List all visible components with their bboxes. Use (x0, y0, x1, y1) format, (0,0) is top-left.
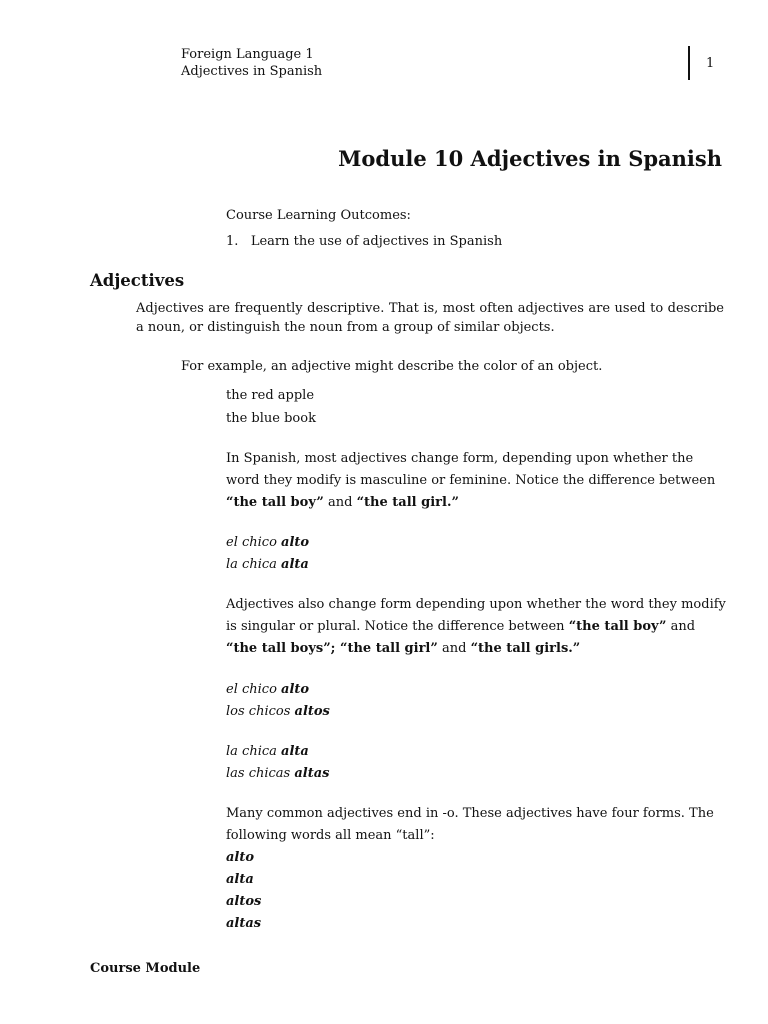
outcome-item-number: 1. (226, 234, 239, 249)
adjective: alto (281, 682, 310, 697)
number-paragraph (226, 594, 726, 660)
outcome-item (226, 234, 502, 249)
noun: el chico (226, 535, 282, 550)
adjective: altas (294, 766, 330, 781)
footer-course-module: Course Module (90, 961, 201, 976)
number-and-1: and (666, 619, 696, 634)
number-and-2: and (437, 641, 471, 656)
gender-example-2 (226, 557, 309, 572)
gender-paragraph (226, 448, 726, 514)
form-altos: altos (226, 894, 262, 909)
adjective: alta (281, 744, 309, 759)
form-altas: altas (226, 916, 262, 931)
gender-bold-1: “the tall boy” (226, 495, 324, 510)
header-course-name: Foreign Language 1 (181, 47, 314, 62)
example-en-2: the blue book (226, 411, 316, 426)
example-intro: For example, an adjective might describe the color of an object. (181, 359, 603, 374)
number-example-f-2 (226, 766, 329, 781)
number-example-m-1 (226, 682, 309, 697)
number-bold-2: “the tall boys”; “the tall girl” (226, 641, 438, 656)
intro-paragraph: Adjectives are frequently descriptive. That is, most often adjectives are used to describe a noun, or distinguish the noun from a group of similar objects. (136, 301, 724, 335)
noun: el chico (226, 682, 282, 697)
example-en-1: the red apple (226, 388, 315, 403)
number-bold-3: “the tall girls.” (470, 641, 581, 656)
noun: las chicas (226, 766, 295, 781)
page-title: Module 10 Adjectives in Spanish (338, 146, 722, 171)
adjective: alto (281, 535, 310, 550)
form-alta: alta (226, 872, 254, 887)
number-bold-1: “the tall boy” (568, 619, 667, 634)
number-text: Adjectives also change form depending upon whether the word they modify is singular or plural. Notice the difference between (226, 597, 726, 634)
noun: la chica (226, 557, 282, 572)
gender-bold-2: “the tall girl.” (356, 495, 459, 510)
gender-text: In Spanish, most adjectives change form, depending upon whether the word they modify is masculine or feminine. Notice the difference between (226, 451, 716, 488)
page-number: 1 (706, 56, 715, 71)
number-example-f-1 (226, 744, 309, 759)
gender-and: and (323, 495, 357, 510)
outcomes-heading: Course Learning Outcomes: (226, 208, 411, 223)
adjective: alta (281, 557, 309, 572)
noun: los chicos (226, 704, 295, 719)
form-alto: alto (226, 850, 255, 865)
header-divider (688, 46, 690, 80)
adjective: altos (294, 704, 330, 719)
gender-example-1 (226, 535, 309, 550)
number-example-m-2 (226, 704, 330, 719)
four-forms-paragraph: Many common adjectives end in -o. These adjectives have four forms. The following words all mean “tall”: (226, 806, 714, 843)
header-module-topic: Adjectives in Spanish (181, 64, 323, 79)
noun: la chica (226, 744, 282, 759)
outcome-item-text: Learn the use of adjectives in Spanish (250, 234, 503, 249)
section-heading: Adjectives (90, 271, 185, 290)
